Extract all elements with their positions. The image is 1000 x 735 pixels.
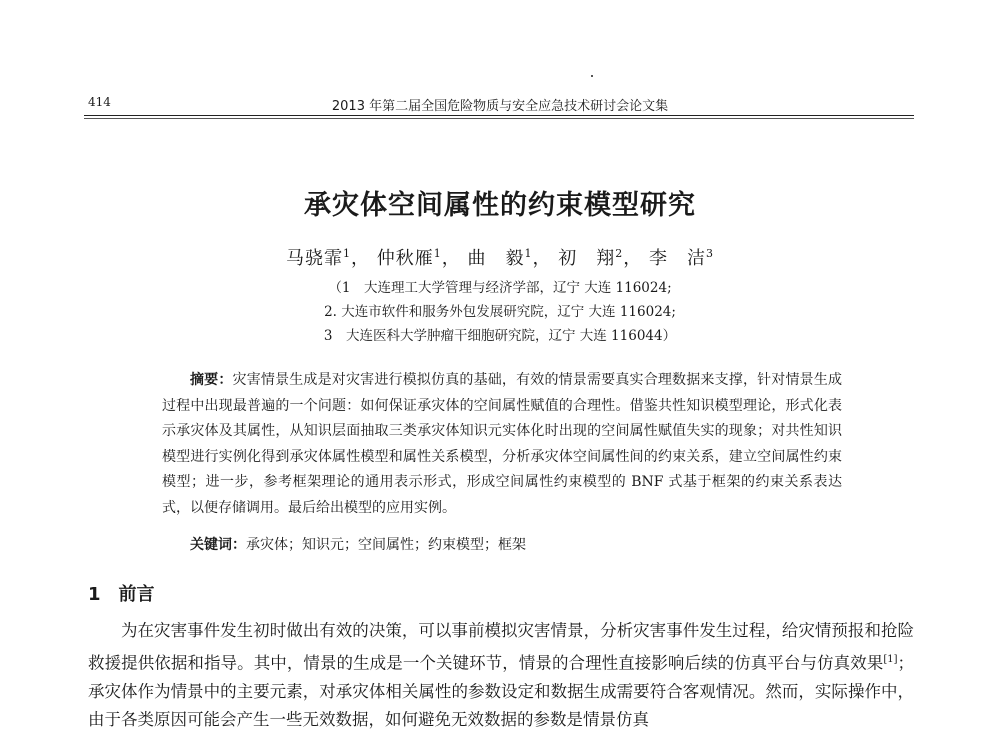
header-rule <box>84 115 914 116</box>
body-text-part: ；承灾体作为情景中的主要元素，对承灾体相关属性的参数设定和数据生成需要符合客观情况。然而，实际操作中，由于各类原因可能会产生一些无效数据，如何避免无效数据的参数是情景仿真 <box>88 653 914 729</box>
page-number: 414 <box>88 95 111 109</box>
citation-mark: [1] <box>883 653 898 665</box>
body-text-part: 为在灾害事件发生初时做出有效的决策，可以事前模拟灾害情景，分析灾害事件发生过程，给灾情预报和抢险救援提供依据和指导。其中，情景的生成是一个关键环节，情景的合理性直接影响后续的仿真平台与仿真效果 <box>88 621 914 672</box>
affiliation-3: 3 大连医科大学肿瘤干细胞研究院，辽宁 大连 116044） <box>323 328 677 344</box>
affiliation-2: 2. 大连市软件和服务外包发展研究院，辽宁 大连 116024; <box>324 304 676 320</box>
author-name: 李 洁 <box>648 248 706 269</box>
scan-speck <box>591 75 593 77</box>
author-name: 曲 毅 <box>467 248 525 269</box>
author-affiliation-mark: 1 <box>524 247 533 260</box>
author-affiliation-mark: 1 <box>343 247 352 260</box>
abstract <box>162 368 842 521</box>
author-affiliation-mark: 3 <box>705 247 714 260</box>
running-header: 2013 年第二届全国危险物质与安全应急技术研讨会论文集 <box>331 99 669 114</box>
author-affiliation-mark: 1 <box>433 247 442 260</box>
keywords-text: 承灾体；知识元；空间属性；约束模型；框架 <box>246 537 526 553</box>
section-title: 前言 <box>118 584 155 605</box>
section-number: 1 <box>88 584 101 605</box>
paper-title: 承灾体空间属性的约束模型研究 <box>304 190 696 221</box>
abstract-text: 灾害情景生成是对灾害进行模拟仿真的基础，有效的情景需要真实合理数据来支撑，针对情景生成过程中出现最普遍的一个问题：如何保证承灾体的空间属性赋值的合理性。借鉴共性知识模型理论，形式化表示承灾体及其属性，从知识层面抽取三类承灾体知识元实体化时出现的空间属性赋值失实的现象；对共性知识模型进行实例化得到承灾体属性模型和属性关系模型，分析承灾体空间属性间的约束关系，建立空间属性约束模型；进一步，参考框架理论的通用表示形式，形成空间属性约束模型的 BNF 式基于框架的约束关系表达式，以便存储调用。最后给出模型的应用实例。 <box>162 372 843 516</box>
keywords <box>190 534 526 554</box>
header-rule-thin <box>84 118 914 119</box>
keywords-label: 关键词： <box>190 537 246 553</box>
section-heading <box>88 580 155 606</box>
author-name: 初 翔 <box>558 248 616 269</box>
author-name: 马骁霏 <box>286 248 344 269</box>
author-affiliation-mark: 2 <box>615 247 624 260</box>
body-paragraph <box>88 617 914 735</box>
affiliation-1: （1 大连理工大学管理与经济学部，辽宁 大连 116024; <box>328 280 672 296</box>
abstract-label: 摘要： <box>190 372 233 388</box>
author-line: 马骁霏$^1$， 仲秋雁$^1$， 曲 毅$^1$， 初 翔$^2$， 李 洁$^3$ <box>286 247 714 269</box>
author-name: 仲秋雁 <box>376 248 434 269</box>
